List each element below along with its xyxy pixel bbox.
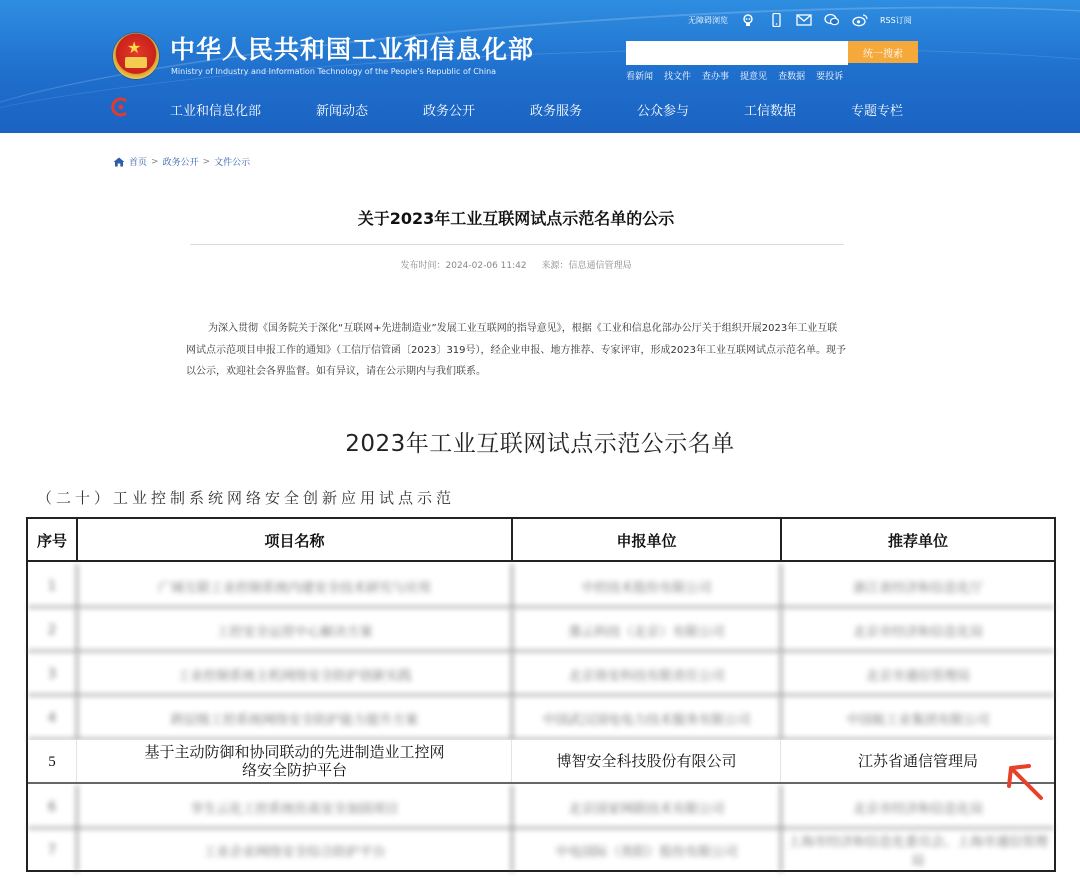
cell-recommender: 浙江省经济和信息化厅	[852, 580, 983, 596]
wechat-icon[interactable]	[824, 13, 840, 27]
article-title: 关于2023年工业互联网试点示范名单的公示	[357, 209, 675, 228]
nav-item-data[interactable]: 工信数据	[744, 104, 797, 119]
rss-link[interactable]: RSS订阅	[880, 15, 912, 25]
cell-applicant: 墨云科技（北京）有限公司	[568, 624, 725, 640]
breadcrumb-file-notice[interactable]: 文件公示	[214, 158, 251, 168]
table-header	[28, 519, 1054, 562]
table-row	[28, 564, 1054, 608]
cell-applicant: 中电国际（贵阳）股份有限公司	[555, 844, 738, 860]
nav-item-government-services[interactable]: 政务服务	[530, 104, 583, 119]
cell-project: 基于主动防御和协同联动的先进制造业工控网络安全防护平台	[144, 745, 445, 779]
cell-project: 工业企业网络安全综合防护平台	[203, 844, 386, 860]
cell-recommender: 中国航工业集团有限公司	[846, 712, 990, 728]
row-divider	[28, 782, 1054, 784]
quick-link-news[interactable]: 看新闻	[626, 72, 654, 82]
ministry-logo-icon[interactable]	[111, 97, 131, 117]
search-input[interactable]	[626, 43, 848, 65]
breadcrumb-home[interactable]: 首页	[129, 158, 148, 168]
quick-link-data[interactable]: 查数据	[778, 72, 806, 82]
cell-project: 工控安全运营中心解决方案	[216, 624, 373, 640]
top-tools	[688, 12, 912, 28]
article-intro: 为深入贯彻《国务院关于深化“互联网+先进制造业”发展工业互联网的指导意见》，根据《工业和信息化部办公厅关于组织开展2023年工业互联网试点示范项目申报工作的通知》（工信厅信管函〔2023〕319号），经企业申报、地方推荐、专家评审，形成2023年工业互联网试点示范名单。现予以公示，欢迎社会各界监督。如有异议，请在公示期内与我们联系。	[186, 323, 846, 377]
header-banner	[0, 0, 1080, 133]
cell-recommender: 北京市经济和信息化局	[852, 624, 983, 640]
cell-project: 跨层级工控系统网络安全防护能力提升方案	[170, 712, 418, 728]
breadcrumb-separator: >	[151, 156, 159, 167]
search-button[interactable]: 统一搜索	[848, 41, 918, 63]
site-subtitle: Ministry of Industry and Information Technology of the People's Republic of China	[171, 67, 497, 76]
cell-number: 5	[48, 754, 56, 770]
list-heading: 2023年工业互联网试点示范公示名单	[345, 431, 735, 457]
title-divider	[190, 244, 844, 245]
nav-item-public-participation[interactable]: 公众参与	[637, 104, 690, 119]
quick-link-services[interactable]: 查办事	[702, 72, 730, 82]
section-heading: （二十）工业控制系统网络安全创新应用试点示范	[37, 489, 456, 507]
column-header-project: 项目名称	[264, 532, 325, 550]
mobile-phone-icon[interactable]	[768, 13, 784, 27]
cell-project: 工业控制系统主机网络安全防护创新实践	[177, 668, 412, 684]
nav-item-special-topics[interactable]: 专题专栏	[851, 104, 904, 119]
robot-assistant-icon[interactable]	[740, 13, 756, 27]
publish-time-label: 发布时间：	[400, 261, 446, 271]
cell-number: 4	[47, 710, 57, 726]
column-header-number: 序号	[36, 532, 67, 550]
quick-link-documents[interactable]: 找文件	[664, 72, 692, 82]
cell-project: 广域互联工业控制系统内建安全技术研究与应用	[157, 580, 431, 596]
column-divider	[76, 740, 77, 784]
nav-item-news[interactable]: 新闻动态	[316, 104, 369, 119]
weibo-icon[interactable]	[852, 13, 868, 27]
column-header-applicant: 申报单位	[616, 532, 677, 550]
quick-link-feedback[interactable]: 提意见	[740, 72, 768, 82]
home-icon[interactable]	[113, 157, 125, 167]
table-row	[28, 652, 1054, 696]
red-arrow-annotation-icon	[1003, 760, 1049, 806]
table-row	[28, 740, 1054, 784]
cell-project: 孪生云化工控系统仿真安全加固项目	[190, 801, 399, 817]
cell-applicant: 博智安全科技股份有限公司	[556, 754, 737, 770]
pilot-list-table	[26, 517, 1056, 872]
cell-applicant: 北京国家网联技术有限公司	[568, 801, 725, 817]
quick-link-complaints[interactable]: 要投诉	[816, 72, 844, 82]
cell-number: 7	[47, 842, 57, 858]
table-row	[28, 608, 1054, 652]
breadcrumb	[113, 155, 250, 168]
article-meta	[160, 258, 872, 271]
cell-number: 2	[47, 622, 57, 638]
publish-time	[400, 261, 526, 271]
cell-number: 3	[47, 666, 57, 682]
source-label: 来源：	[541, 261, 569, 271]
quick-links	[626, 69, 843, 82]
publish-time-value: 2024-02-06 11:42	[445, 261, 527, 271]
cell-recommender: 北京市经济和信息化局	[852, 801, 983, 817]
table-row	[28, 696, 1054, 740]
nav-item-government-affairs[interactable]: 政务公开	[423, 104, 476, 119]
breadcrumb-separator: >	[202, 156, 211, 167]
accessibility-link[interactable]: 无障碍浏览	[688, 15, 728, 25]
site-title[interactable]: 中华人民共和国工业和信息化部	[170, 37, 535, 64]
column-header-recommender: 推荐单位	[887, 532, 948, 550]
breadcrumb-government-affairs[interactable]: 政务公开	[162, 158, 199, 168]
cell-recommender: 北京市通信管理局	[865, 668, 970, 684]
cell-recommender: 上海市经济和信息化委员会、上海市通信管理局	[788, 835, 1049, 869]
cell-applicant: 北京珞安科技有限责任公司	[568, 668, 725, 684]
source-value: 信息通信管理局	[568, 261, 632, 271]
cell-recommender: 江苏省通信管理局	[857, 754, 978, 770]
source	[541, 261, 631, 271]
search-box[interactable]	[626, 41, 848, 63]
cell-number: 6	[47, 799, 57, 815]
table-row	[28, 828, 1054, 872]
main-nav	[0, 94, 1080, 124]
column-divider	[511, 740, 512, 784]
column-divider	[780, 740, 781, 784]
cell-number: 1	[47, 578, 57, 594]
mail-icon[interactable]	[796, 13, 812, 27]
table-row	[28, 785, 1054, 829]
cell-applicant: 中国武汉国电电力技术服务有限公司	[542, 712, 751, 728]
nav-item-ministry[interactable]: 工业和信息化部	[170, 104, 262, 119]
national-emblem-icon[interactable]: ★	[113, 33, 159, 79]
cell-applicant: 中控技术股份有限公司	[581, 580, 712, 596]
